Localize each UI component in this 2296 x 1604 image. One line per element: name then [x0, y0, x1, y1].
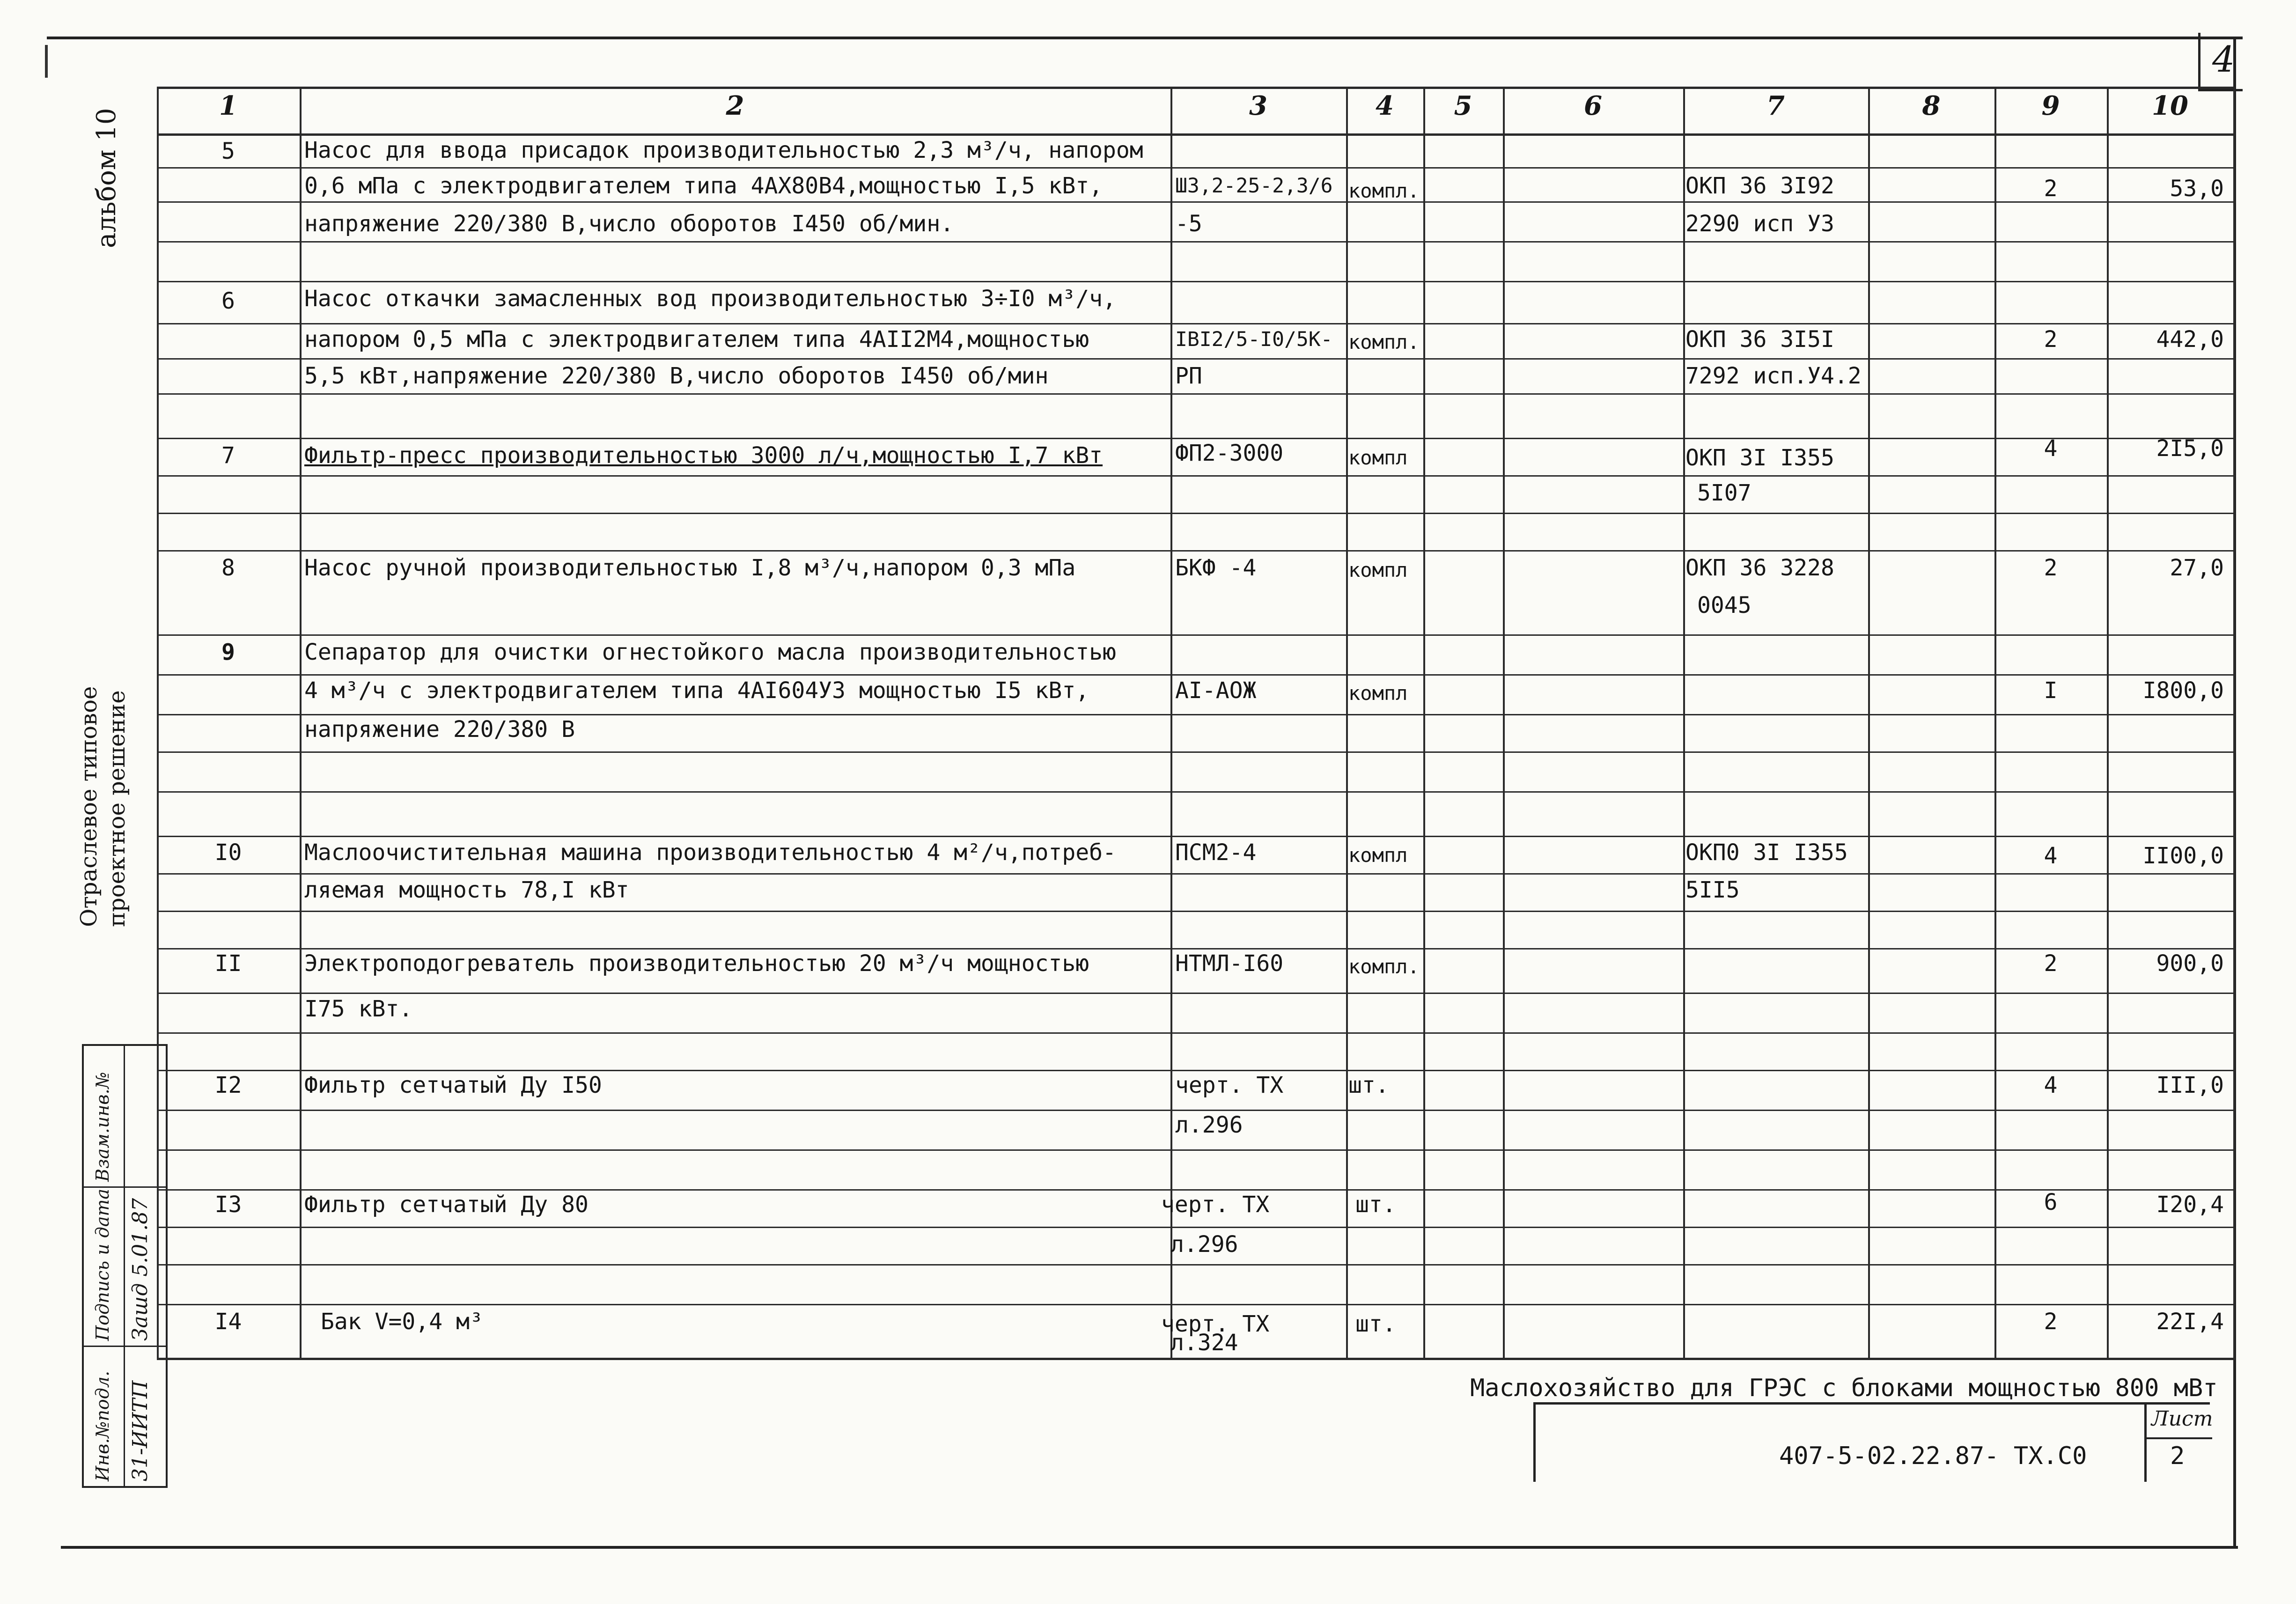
frame-top-line — [47, 37, 2243, 39]
row-unit: шт. — [1355, 1192, 1396, 1218]
sheet-label: Лист — [2151, 1407, 2213, 1431]
row-okp-code: 7292 исп.У4.2 — [1685, 363, 1862, 389]
row-number: I4 — [214, 1309, 242, 1335]
row-description-line: Насос ручной производительностью I,8 м³/ч,напором 0,3 мПа — [304, 555, 1076, 581]
row-line — [157, 1149, 2236, 1151]
row-line — [157, 1358, 2236, 1360]
stamp-divider — [84, 1186, 166, 1188]
header-col-6: 6 — [1584, 90, 1602, 121]
header-col-2: 2 — [726, 90, 744, 121]
row-description-line: Сепаратор для очистки огнестойкого масла производительностью — [304, 639, 1116, 665]
row-description-line: 0,6 мПа с электродвигателем типа 4АХ80В4,мощностью I,5 кВт, — [304, 173, 1103, 199]
row-line — [157, 241, 2236, 243]
row-quantity: 2 — [2044, 950, 2058, 977]
row-description-line: напряжение 220/380 В,число оборотов I450 об/мин. — [304, 211, 954, 237]
row-okp-code: ОКП0 3I I355 — [1685, 839, 1848, 866]
row-type-code: л.296 — [1170, 1231, 1238, 1258]
row-line — [157, 1110, 2236, 1111]
header-col-5: 5 — [1454, 90, 1472, 121]
row-description-line: напряжение 220/380 В — [304, 716, 575, 743]
row-unit: компл. — [1348, 179, 1420, 202]
frame-left-mark — [45, 45, 48, 78]
header-col-10: 10 — [2152, 90, 2188, 121]
row-type-code: РП — [1175, 363, 1202, 389]
row-line — [157, 1227, 2236, 1228]
row-line — [157, 475, 2236, 477]
row-mass: III,0 — [2156, 1072, 2224, 1098]
row-type-code: л.296 — [1175, 1112, 1243, 1138]
row-quantity: 2 — [2044, 176, 2058, 202]
stamp-divider — [84, 1346, 166, 1347]
col-line — [1423, 87, 1425, 1360]
row-unit: шт. — [1355, 1311, 1396, 1337]
row-line — [157, 550, 2236, 552]
row-mass: 22I,4 — [2156, 1309, 2224, 1335]
row-description-line: Фильтр сетчатый Ду I50 — [304, 1072, 602, 1098]
document-code: 407-5-02.22.87- ТХ.С0 — [1779, 1442, 2087, 1470]
specification-table — [157, 87, 2236, 1360]
row-description-line: I75 кВт. — [304, 996, 413, 1022]
col-line — [1683, 87, 1685, 1360]
drawing-title: Маслохозяйство для ГРЭС с блоками мощностью 800 мВт — [1470, 1374, 2218, 1402]
row-line — [157, 948, 2236, 949]
row-okp-code: 5II5 — [1685, 877, 1740, 903]
row-line — [157, 634, 2236, 636]
row-number: 6 — [221, 288, 235, 314]
row-type-code: IВI2/5-I0/5К- — [1175, 328, 1333, 351]
row-quantity: 2 — [2044, 555, 2058, 581]
row-number: I2 — [214, 1072, 242, 1098]
row-number: II — [214, 950, 242, 977]
row-line — [157, 674, 2236, 676]
header-line — [157, 133, 2236, 136]
row-line — [157, 358, 2236, 360]
row-okp-code: ОКП 36 3I5I — [1685, 326, 1834, 353]
row-line — [157, 201, 2236, 203]
col-line — [1346, 87, 1348, 1360]
row-quantity: I — [2044, 677, 2058, 704]
row-description-line: Маслоочистительная машина производительностью 4 м²/ч,потреб- — [304, 839, 1116, 866]
row-number: I0 — [214, 839, 242, 866]
side-stamp — [82, 1044, 168, 1488]
album-label: альбом 10 — [91, 108, 122, 248]
sheet-number: 2 — [2170, 1442, 2185, 1470]
row-unit: компл — [1348, 682, 1408, 705]
row-line — [157, 87, 2236, 89]
row-mass: 442,0 — [2156, 326, 2224, 353]
row-number: I3 — [214, 1192, 242, 1218]
row-mass: II00,0 — [2142, 843, 2224, 869]
header-col-9: 9 — [2041, 90, 2060, 121]
row-type-code: НТМЛ-I60 — [1175, 950, 1284, 977]
row-line — [157, 393, 2236, 395]
row-description-line: Бак V=0,4 м³ — [321, 1309, 483, 1335]
row-okp-code: 5I07 — [1697, 480, 1751, 506]
series-line-2: проектное решение — [104, 690, 130, 927]
row-okp-code: ОКП 36 3I92 — [1685, 173, 1834, 199]
row-unit: компл — [1348, 446, 1408, 469]
header-col-8: 8 — [1922, 90, 1941, 121]
row-line — [157, 714, 2236, 715]
row-okp-code: ОКП 36 3228 — [1685, 555, 1834, 581]
row-mass: 2I5,0 — [2156, 435, 2224, 462]
row-description-line: 4 м³/ч с электродвигателем типа 4АI604У3 мощностью I5 кВт, — [304, 677, 1089, 704]
series-label — [75, 686, 131, 927]
col-line — [1994, 87, 1996, 1360]
row-description-line: 5,5 кВт,напряжение 220/380 В,число оборотов I450 об/мин — [304, 363, 1049, 389]
row-line — [157, 167, 2236, 169]
row-unit: компл. — [1348, 331, 1420, 353]
row-description-line: напором 0,5 мПа с электродвигателем типа 4АII2М4,мощностью — [304, 326, 1089, 353]
row-number: 5 — [221, 138, 235, 164]
row-line — [157, 1070, 2236, 1071]
row-mass: 53,0 — [2170, 176, 2224, 202]
row-line — [157, 323, 2236, 324]
row-number: 7 — [221, 442, 235, 469]
stamp-label-sign: Подпись и дата — [92, 1188, 113, 1341]
stamp-label-replace: Взам.инв.№ — [92, 1072, 113, 1182]
row-description-text: Насос для ввода присадок производительностью 2,3 м³/ч, напором — [304, 137, 1143, 163]
row-quantity: 4 — [2044, 843, 2058, 869]
row-line — [157, 911, 2236, 912]
row-line — [157, 1032, 2236, 1034]
row-line — [157, 836, 2236, 837]
row-number: 9 — [221, 639, 235, 665]
header-col-7: 7 — [1766, 90, 1785, 121]
row-unit: компл — [1348, 559, 1408, 581]
frame-bottom-line — [61, 1546, 2238, 1549]
stamp-label-inv: Инв.№подл. — [92, 1370, 113, 1481]
col-line — [2107, 87, 2109, 1360]
series-line-1: Отраслевое типовое — [76, 686, 102, 927]
row-description-line: Насос откачки замасленных вод производительностью 3÷I0 м³/ч, — [304, 286, 1116, 312]
row-type-code: черт. ТХ — [1175, 1072, 1284, 1098]
row-description-line: Электроподогреватель производительностью 20 м³/ч мощностью — [304, 950, 1089, 977]
header-col-3: 3 — [1249, 90, 1267, 121]
stamp-value-inv: 31-ИИТП — [128, 1380, 152, 1481]
row-line — [157, 791, 2236, 793]
row-quantity: 2 — [2044, 326, 2058, 353]
col-line — [2233, 87, 2235, 1360]
row-number: 8 — [221, 555, 235, 581]
row-line — [157, 281, 2236, 282]
row-mass: I800,0 — [2142, 677, 2224, 704]
row-okp-code: ОКП 3I I355 — [1685, 445, 1834, 471]
row-line — [157, 1304, 2236, 1305]
row-unit: шт. — [1348, 1072, 1389, 1098]
row-unit: компл — [1348, 844, 1408, 867]
row-description-line — [304, 137, 1143, 163]
row-mass: 900,0 — [2156, 950, 2224, 977]
row-line — [157, 873, 2236, 875]
row-type-code: БКФ -4 — [1175, 555, 1257, 581]
row-mass: 27,0 — [2170, 555, 2224, 581]
row-line — [157, 1264, 2236, 1266]
row-type-code: ФП2-3000 — [1175, 440, 1284, 466]
row-line — [157, 1189, 2236, 1191]
row-description-line: Фильтр сетчатый Ду 80 — [304, 1192, 589, 1218]
col-line — [157, 87, 159, 1360]
col-line — [300, 87, 302, 1360]
stamp-divider — [124, 1046, 125, 1486]
row-okp-code: 2290 исп У3 — [1685, 211, 1834, 237]
row-line — [157, 993, 2236, 994]
row-line — [157, 438, 2236, 439]
row-quantity: 2 — [2044, 1309, 2058, 1335]
row-quantity: 4 — [2044, 435, 2058, 462]
row-type-code: черт. ТХ — [1161, 1192, 1270, 1218]
row-quantity: 6 — [2044, 1189, 2058, 1215]
row-type-code: л.324 — [1170, 1330, 1238, 1356]
row-type-code: Ш3,2-25-2,3/6 — [1175, 174, 1333, 198]
sheet-corner-number: 4 — [2212, 38, 2235, 80]
col-line — [1170, 87, 1172, 1360]
row-line — [157, 751, 2236, 753]
row-quantity: 4 — [2044, 1072, 2058, 1098]
col-line — [1503, 87, 1505, 1360]
row-okp-code: 0045 — [1697, 592, 1751, 618]
row-description-line: Фильтр-пресс производительностью 3000 л/ч,мощностью I,7 кВт — [304, 442, 1103, 469]
header-col-1: 1 — [219, 90, 237, 121]
title-block-separator — [2144, 1437, 2212, 1439]
stamp-value-sign: Зашд 5.01.87 — [128, 1198, 152, 1341]
col-line — [1868, 87, 1870, 1360]
row-type-code: -5 — [1175, 211, 1202, 237]
row-line — [157, 513, 2236, 514]
row-type-code: черт. ТХ — [1161, 1311, 1270, 1337]
header-col-4: 4 — [1376, 90, 1394, 121]
row-description-line: ляемая мощность 78,I кВт — [304, 877, 629, 903]
row-mass: I20,4 — [2156, 1192, 2224, 1218]
row-type-code: ПСМ2-4 — [1175, 839, 1257, 866]
row-type-code: АI-АОЖ — [1175, 677, 1257, 704]
row-unit: компл. — [1348, 955, 1420, 978]
